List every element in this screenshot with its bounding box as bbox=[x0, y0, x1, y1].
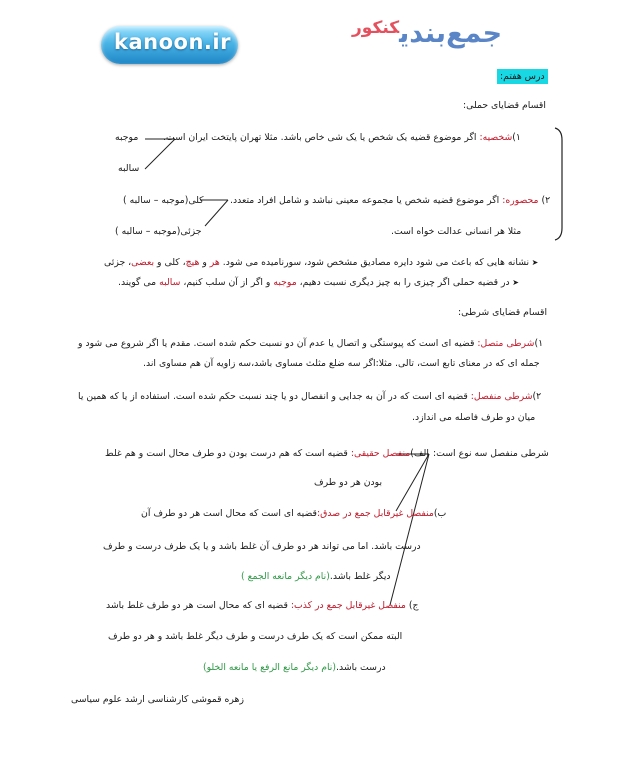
shakhsie-num: ۱) bbox=[512, 132, 521, 143]
type-c-prefix: ج) bbox=[405, 600, 419, 611]
bullet2-c: می گویند. bbox=[118, 277, 160, 288]
type-b-text1: قضیه ای است که محال است هر دو طرف آن bbox=[141, 508, 317, 519]
type-b-line2: درست باشد. اما می تواند هر دو طرف آن غلط باشد و یا یک طرف درست و طرف bbox=[103, 541, 421, 552]
type-b-prefix: ب) bbox=[433, 508, 447, 519]
monfasel-line1 bbox=[78, 390, 541, 403]
bullet2-mojabe: موجبه bbox=[273, 277, 297, 288]
shakhsie-text: اگر موضوع قضیه یک شخص یا یک شی خاص باشد. مثلا تهران پایتخت ایران است. bbox=[163, 132, 480, 143]
shakhsie-line bbox=[163, 131, 521, 144]
mottasel-num: ۱) bbox=[534, 338, 544, 349]
bullet-item-mojabe-saleb bbox=[118, 276, 519, 289]
mottasel-term: شرطی متصل: bbox=[477, 338, 535, 349]
bullet2-saleb: سالبه bbox=[159, 277, 181, 288]
type-c-line3 bbox=[203, 661, 386, 674]
lesson-label: درس هفتم: bbox=[497, 69, 548, 84]
monfasel-text1: قضیه ای است که در آن به جدایی و انفصال دو یا چند نسبت حکم شده است. استفاده از یا که همین یا bbox=[78, 391, 471, 402]
type-c-note: (نام دیگر مانع الرفع یا مانعه الخلو) bbox=[203, 662, 337, 673]
mahsoore-example: مثلا هر انسانی عدالت خواه است. bbox=[391, 226, 522, 237]
bullet1-hich: هیچ bbox=[185, 257, 200, 268]
jozi-label: جزئی(موجبه – سالبه ) bbox=[115, 226, 202, 237]
mahsoore-num: ۲) bbox=[538, 195, 551, 206]
monfasel-line2: میان دو طرف فاصله می اندازد. bbox=[412, 412, 536, 423]
type-b-line3 bbox=[241, 570, 391, 583]
type-c-term: منفصل غیرقابل جمع در کذب: bbox=[290, 600, 406, 611]
bullet2-text: در قضیه حملی اگر چیزی را به چیز دیگری نسبت دهیم، bbox=[296, 277, 510, 288]
mottasel-line1 bbox=[78, 337, 543, 350]
bullet-item-sour bbox=[104, 256, 538, 269]
mottasel-text1: قضیه ای است که پیوستگی و اتصال یا عدم آن دو نسبت حکم شده است. مقدم یا اگر شروع می شود و bbox=[78, 338, 478, 349]
bullet1-har: هر bbox=[209, 257, 220, 268]
type-a-line1 bbox=[105, 447, 429, 460]
type-a-text1: قضیه است که هم درست بودن دو طرف محال است و هم غلط bbox=[105, 448, 351, 459]
mojabe-label: موجبه bbox=[115, 132, 139, 143]
shakhsie-term: شخصیه: bbox=[479, 132, 513, 143]
bullet1-b: و bbox=[199, 257, 210, 268]
type-b-line1 bbox=[141, 507, 446, 520]
type-b-term: منفصل غیرقابل جمع در صدق: bbox=[316, 508, 434, 519]
bullet1-c: ، کلی و bbox=[154, 257, 186, 268]
arrow-bullet-icon: ➤ bbox=[509, 278, 519, 287]
type-a-term: منفصل حقیقی: bbox=[350, 448, 411, 459]
monfasel-types-intro: شرطی منفصل سه نوع است: bbox=[433, 448, 549, 459]
saleb-label: سالبه bbox=[118, 163, 140, 174]
brand-main: جمع‌بندی bbox=[399, 18, 503, 49]
kanoon-logo-text: kanoon.ir bbox=[114, 30, 231, 54]
mahsoore-text: اگر موضوع قضیه شخص یا مجموعه معینی نباشد و شامل افراد متعدد. bbox=[230, 195, 503, 206]
type-c-line1 bbox=[106, 599, 418, 612]
arrow-bullet-icon: ➤ bbox=[529, 258, 539, 267]
type-a-line2: بودن هر دو طرف bbox=[314, 477, 383, 488]
brand-sub: کنکور bbox=[352, 18, 400, 38]
bullet1-text: نشانه هایی که باعث می شود دایره مصادیق مشخص شود، سورنامیده می شود. bbox=[219, 257, 530, 268]
mahsoore-line bbox=[230, 194, 550, 207]
section-hamli-title: اقسام قضایای حملی: bbox=[463, 100, 546, 111]
monfasel-num: ۲) bbox=[532, 391, 542, 402]
section-sharti-title: اقسام قضایای شرطی: bbox=[458, 307, 548, 318]
type-a-prefix: الف) bbox=[410, 448, 429, 459]
type-c-text3: درست باشد. bbox=[336, 662, 386, 673]
author-credit: زهره قموشی کارشناسی ارشد علوم سیاسی bbox=[71, 694, 244, 705]
type-c-text1: قضیه ای که محال است هر دو طرف غلط باشد bbox=[106, 600, 291, 611]
bullet2-b: و اگر از آن سلب کنیم، bbox=[180, 277, 274, 288]
bullet1-d: ، جزئی bbox=[104, 257, 132, 268]
type-b-note: (نام دیگر مانعه الجمع ) bbox=[241, 571, 330, 582]
type-c-line2: البته ممکن است که یک طرف درست و طرف دیگر غلط باشد و هر دو طرف bbox=[108, 631, 403, 642]
kolli-label: کلی(موجبه – سالبه ) bbox=[123, 195, 204, 206]
type-b-text3: دیگر غلط باشد. bbox=[329, 571, 391, 582]
bullet1-bazi: بعضی bbox=[131, 257, 155, 268]
mahsoore-term: محصوره: bbox=[502, 195, 539, 206]
mottasel-line2: جمله ای که در معنای تابع است، تالی. مثلا:اگر سه ضلع مثلث مساوی باشد،سه زاویه آن هم مساوی اند. bbox=[143, 358, 540, 369]
monfasel-term: شرطی منفصل: bbox=[470, 391, 533, 402]
